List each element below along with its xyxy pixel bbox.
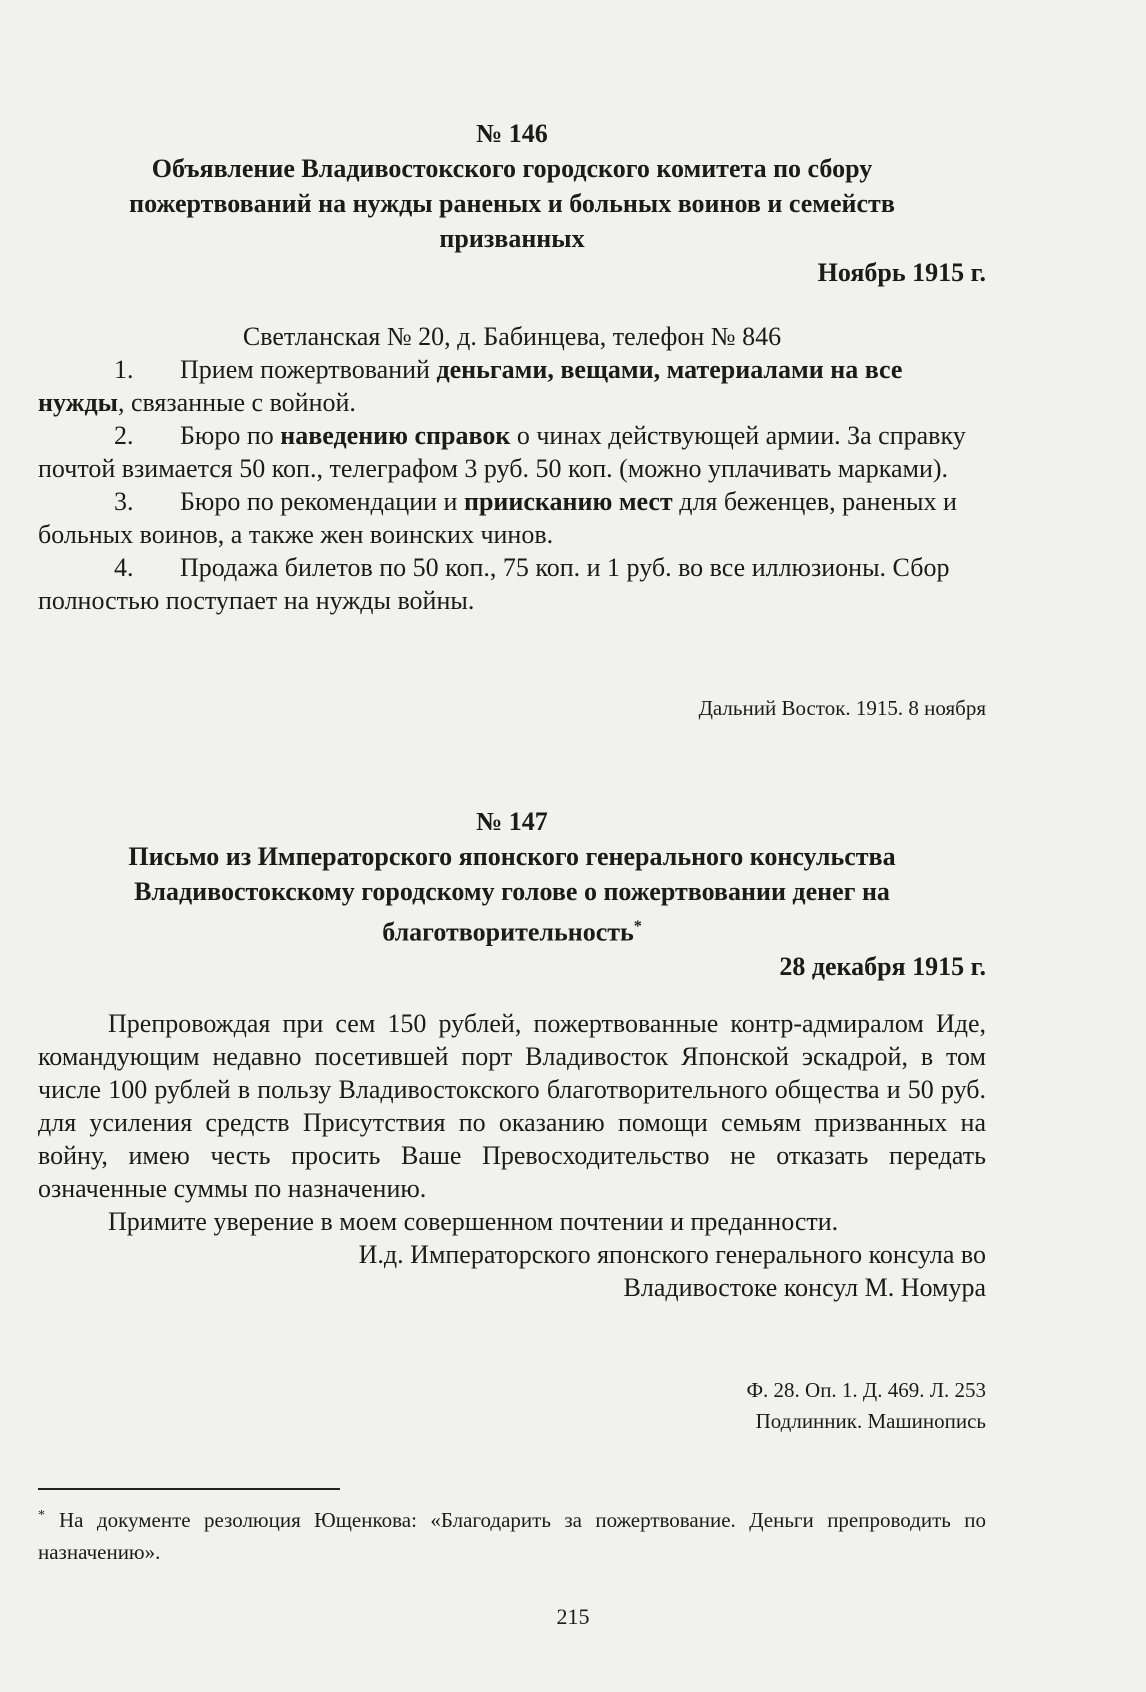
doc146-title-line1: Объявление Владивостокского городского комитета по сбору: [151, 154, 873, 183]
doc146-section: [38, 117, 986, 290]
doc146-item: [38, 551, 986, 617]
doc147-title: [38, 839, 986, 950]
footnote-reference[interactable]: *: [633, 918, 642, 935]
archive-line: Подлинник. Машинопись: [755, 1409, 986, 1433]
item-number: 1.: [114, 355, 134, 384]
item-text: Бюро по: [180, 421, 281, 450]
item-text: Прием пожертвований: [180, 355, 437, 384]
doc146-title-line2: пожертвований на нужды раненых и больных воинов и семейств: [129, 189, 895, 218]
doc146-item: [38, 419, 986, 485]
doc146-title: [38, 151, 986, 256]
item-bold-text: деньгами, вещами, материалами на все нужды: [38, 355, 903, 417]
doc146-address: Светланская № 20, д. Бабинцева, телефон № 846: [242, 322, 782, 351]
doc147-archive-reference: [38, 1375, 986, 1437]
item-number: 2.: [114, 421, 134, 450]
doc146-title-line3: призванных: [439, 224, 585, 253]
doc147-date: 28 декабря 1915 г.: [779, 951, 986, 981]
doc146-item: [38, 353, 986, 419]
item-bold-text: приисканию мест: [463, 487, 673, 516]
doc147-title-line2: Владивостокскому городскому голове о пожертвовании денег на: [134, 877, 890, 906]
item-text: , связанные с войной.: [117, 388, 356, 417]
doc146-source: Дальний Восток. 1915. 8 ноября: [698, 696, 986, 720]
item-text: Продажа билетов по 50 коп., 75 коп. и 1 руб. во все иллюзионы. Сбор полностью поступает на нужды войны.: [38, 553, 950, 615]
item-text: для беженцев, раненых и больных воинов, а также жен воинских чинов.: [38, 487, 957, 549]
page-number: 215: [556, 1604, 590, 1629]
doc147-section: [38, 805, 986, 984]
item-bold-text: наведению справок: [280, 421, 511, 450]
doc146-body: [38, 320, 986, 617]
signature-line: Владивостоке консул М. Номура: [623, 1273, 986, 1302]
footnote: [38, 1500, 986, 1568]
doc146-number: № 146: [476, 119, 548, 148]
doc147-signature: [38, 1238, 986, 1304]
doc147-closing: Примите уверение в моем совершенном почтении и преданности.: [108, 1207, 839, 1236]
item-number: 4.: [114, 553, 134, 582]
doc147-number: № 147: [476, 807, 548, 836]
doc147-title-line1: Письмо из Императорского японского генерального консульства: [128, 842, 896, 871]
footnote-text: На документе резолюция Ющенкова: «Благодарить за пожертвование. Деньги препроводить по назначению».: [38, 1508, 986, 1564]
signature-line: И.д. Императорского японского генерального консула во: [358, 1240, 986, 1269]
footnote-mark: *: [38, 1508, 45, 1523]
doc147-body: [38, 1007, 986, 1304]
title-text: благотворительность: [382, 917, 634, 947]
footnote-divider: [38, 1488, 340, 1490]
doc147-paragraph: Препровождая при сем 150 рублей, пожертвованные контр-адмиралом Иде, командующим недавно посетившей порт Владивосток Японской эскадрой, в том числе 100 рублей в пользу Владивостокского благотворительного общества и 50 руб. для усиления средств Присутствия по оказанию помощи семьям призванных на войну, имею честь просить Ваше Превосходительство не отказать передать означенные суммы по назначению.: [38, 1009, 986, 1203]
archive-line: Ф. 28. Оп. 1. Д. 469. Л. 253: [746, 1378, 986, 1402]
doc146-item: [38, 485, 986, 551]
item-text: о чинах действующей армии. За справку почтой взимается 50 коп., телеграфом 3 руб. 50 коп. (можно уплачивать марками).: [38, 421, 966, 483]
doc147-title-line3: [38, 909, 986, 950]
item-text: Бюро по рекомендации и: [180, 487, 464, 516]
item-number: 3.: [114, 487, 134, 516]
doc146-date: Ноябрь 1915 г.: [817, 258, 986, 287]
